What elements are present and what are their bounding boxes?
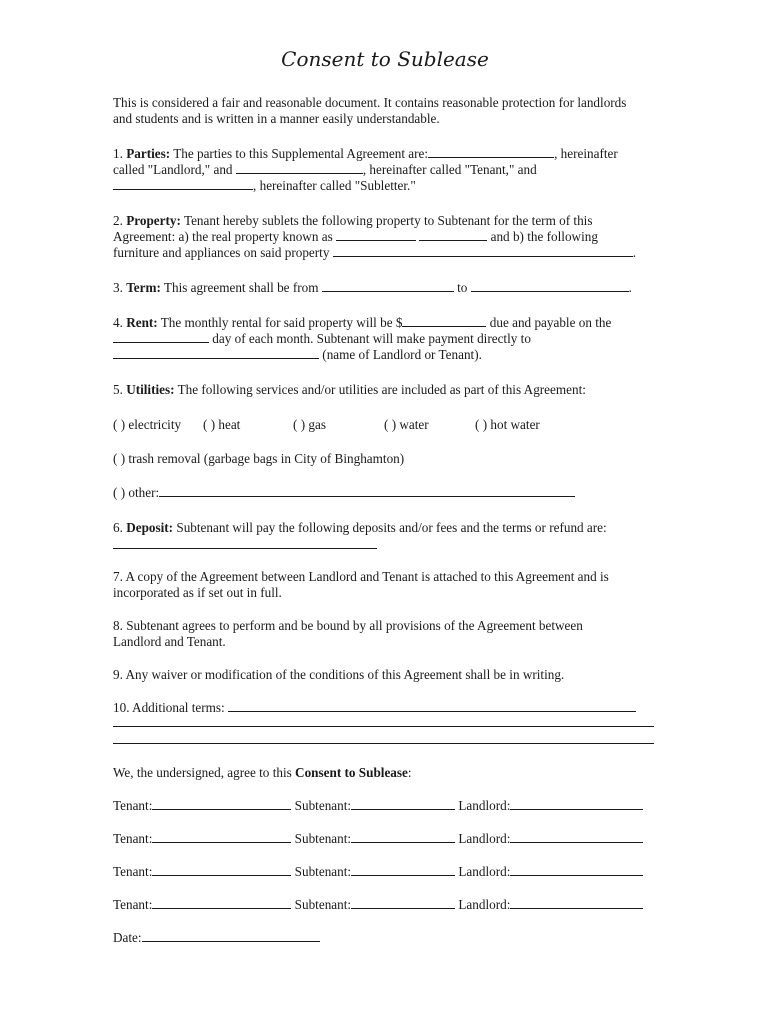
signature-row: Tenant: Subtenant: Landlord: — [113, 798, 658, 815]
section-8-line-1: 8. Subtenant agrees to perform and be bound by all provisions of the Agreement between — [113, 618, 583, 633]
intro-line-2: and students and is written in a manner easily understandable. — [113, 111, 440, 126]
document-title: Consent to Sublease — [281, 47, 489, 71]
blank-field[interactable] — [113, 331, 209, 343]
blank-field[interactable] — [419, 229, 487, 241]
blank-field[interactable] — [113, 347, 319, 359]
subtenant-signature-field[interactable] — [351, 897, 455, 909]
intro-line-1: This is considered a fair and reasonable document. It contains reasonable protection for landlords — [113, 95, 627, 110]
signature-row: Tenant: Subtenant: Landlord: — [113, 864, 658, 881]
section-parties-line-3: , hereinafter called "Subletter." — [113, 178, 658, 195]
section-property-line-2: Agreement: a) the real property known as and b) the following — [113, 229, 598, 244]
section-heading: Utilities: — [126, 382, 175, 397]
blank-field[interactable] — [336, 229, 416, 241]
section-parties-line-1: 1. Parties: The parties to this Supplemental Agreement are: , hereinafter — [113, 146, 618, 161]
section-8-line-2: Landlord and Tenant. — [113, 634, 226, 649]
landlord-signature-field[interactable] — [510, 831, 643, 843]
section-property-line-1: 2. Property: Tenant hereby sublets the following property to Subtenant for the term of this — [113, 213, 593, 228]
section-9: 9. Any waiver or modification of the conditions of this Agreement shall be in writing. — [113, 667, 565, 682]
section-heading: Rent: — [126, 315, 158, 330]
agreement-statement: We, the undersigned, agree to this Consent to Sublease: — [113, 765, 412, 780]
date-row: Date: — [113, 930, 658, 947]
blank-field[interactable] — [159, 485, 575, 497]
section-heading: Term: — [126, 280, 161, 295]
blank-field[interactable] — [428, 146, 554, 158]
section-additional-terms: 10. Additional terms: — [113, 700, 658, 717]
utility-option-electricity[interactable]: ( ) electricity — [113, 417, 182, 432]
tenant-signature-field[interactable] — [152, 864, 291, 876]
subtenant-signature-field[interactable] — [351, 864, 455, 876]
blank-field[interactable] — [402, 315, 486, 327]
section-parties-line-2: called "Landlord," and , hereinafter called "Tenant," and — [113, 162, 537, 177]
section-heading: Parties: — [126, 146, 171, 161]
landlord-signature-field[interactable] — [510, 897, 643, 909]
utility-option-heat[interactable]: ( ) heat — [203, 417, 241, 432]
section-rent-line-2: day of each month. Subtenant will make payment directly to — [113, 331, 658, 348]
blank-field[interactable] — [113, 548, 377, 549]
section-term: 3. Term: This agreement shall be from to . — [113, 280, 632, 295]
tenant-signature-field[interactable] — [152, 897, 291, 909]
signature-row: Tenant: Subtenant: Landlord: — [113, 897, 658, 914]
blank-field[interactable] — [471, 280, 629, 292]
section-7-line-2: incorporated as if set out in full. — [113, 585, 282, 600]
tenant-signature-field[interactable] — [152, 798, 291, 810]
blank-field[interactable] — [322, 280, 454, 292]
blank-field[interactable] — [113, 178, 253, 190]
signature-row: Tenant: Subtenant: Landlord: — [113, 831, 658, 848]
date-field[interactable] — [142, 930, 320, 942]
subtenant-signature-field[interactable] — [351, 798, 455, 810]
blank-field[interactable] — [236, 162, 363, 174]
utility-option-water[interactable]: ( ) water — [384, 417, 429, 432]
section-7-line-1: 7. A copy of the Agreement between Landlord and Tenant is attached to this Agreement and is — [113, 569, 609, 584]
landlord-signature-field[interactable] — [510, 798, 643, 810]
section-heading: Property: — [126, 213, 181, 228]
section-rent-line-1: 4. Rent: The monthly rental for said property will be $ due and payable on the — [113, 315, 612, 330]
section-heading: Deposit: — [126, 520, 174, 535]
blank-field[interactable] — [113, 726, 654, 727]
utility-option-trash[interactable]: ( ) trash removal (garbage bags in City of Binghamton) — [113, 451, 405, 466]
utility-option-hot-water[interactable]: ( ) hot water — [475, 417, 540, 432]
blank-field[interactable] — [228, 700, 636, 712]
utility-option-other: ( ) other: — [113, 485, 658, 502]
section-property-line-3: furniture and appliances on said property . — [113, 245, 637, 260]
landlord-signature-field[interactable] — [510, 864, 643, 876]
blank-field[interactable] — [113, 743, 654, 744]
section-rent-line-3: (name of Landlord or Tenant). — [113, 347, 658, 364]
tenant-signature-field[interactable] — [152, 831, 291, 843]
blank-field[interactable] — [333, 245, 633, 257]
section-utilities: 5. Utilities: The following services and/or utilities are included as part of this Agreement: — [113, 382, 586, 397]
subtenant-signature-field[interactable] — [351, 831, 455, 843]
section-deposit: 6. Deposit: Subtenant will pay the following deposits and/or fees and the terms or refund are: — [113, 520, 607, 535]
utility-option-gas[interactable]: ( ) gas — [293, 417, 326, 432]
